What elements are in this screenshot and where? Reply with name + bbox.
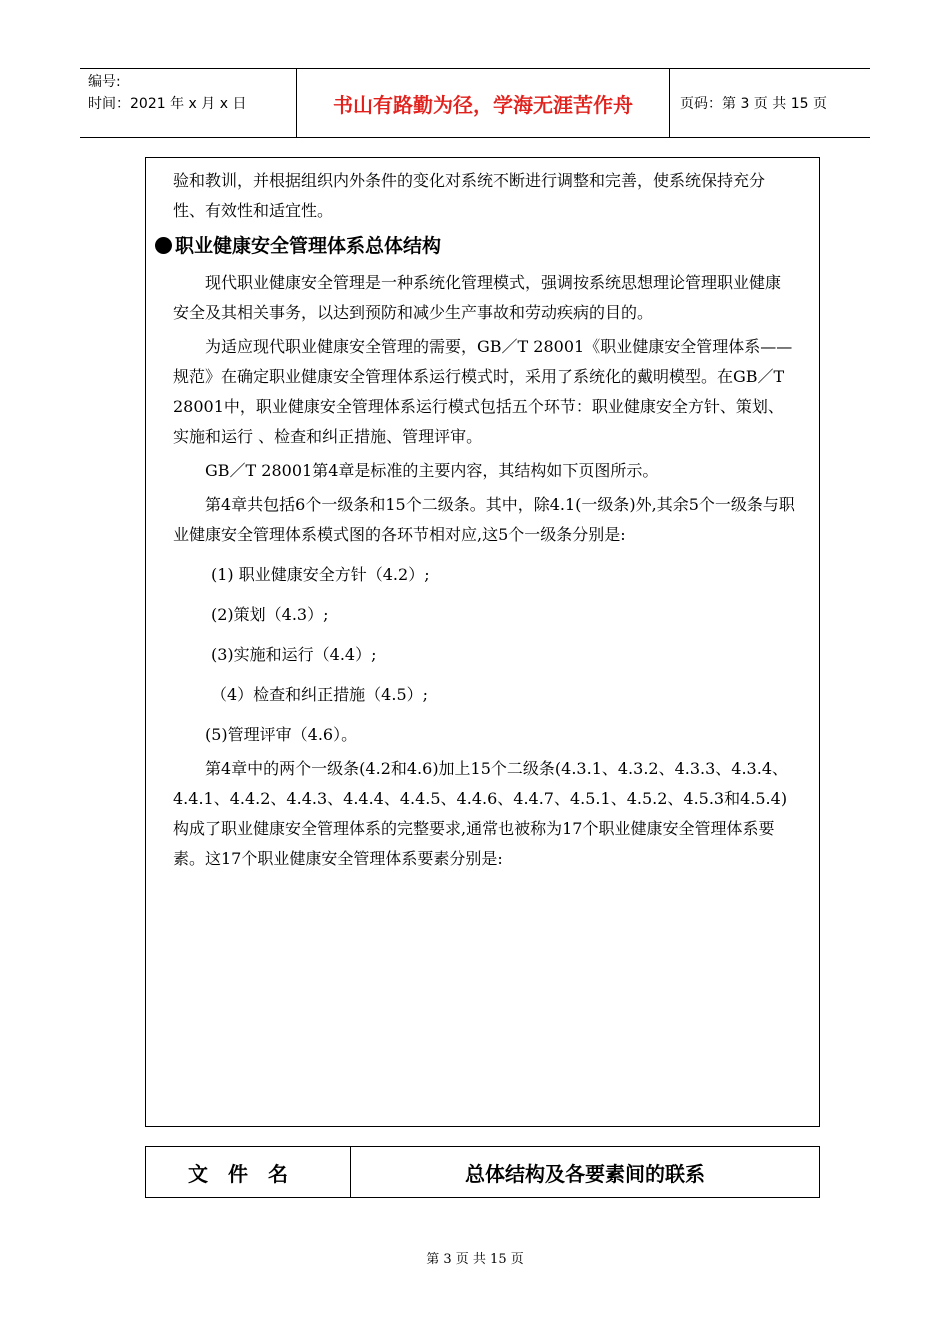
- list-item: (2)策划（4.3）;: [211, 605, 329, 624]
- bullet-dot-icon: [155, 237, 172, 254]
- section-heading: [173, 228, 795, 264]
- paragraph: GB／T 28001第4章是标准的主要内容，其结构如下页图所示。: [205, 461, 659, 480]
- closing-paragraph: 第4章中的两个一级条(4.2和4.6)加上15个二级条(4.3.1、4.3.2、4.3.3、4.3.4、4.4.1、4.4.2、4.4.3、4.4.4、4.4.5、4.4.6、4.4.7、4.5.1、4.5.2、4.5.3和4.5.4)构成了职业健康安全管理体系的完整要求,通常也被称为17个职业健康安全管理体系要素。这17个职业健康安全管理体系要素分别是:: [173, 759, 789, 868]
- content-body: [173, 166, 795, 874]
- file-name-value: 总体结构及各要素间的联系: [465, 1161, 705, 1186]
- list-item: (1) 职业健康安全方针（4.2）;: [211, 565, 430, 584]
- file-name-row: [145, 1146, 820, 1198]
- content-box: [145, 157, 820, 1127]
- time-label: 时间：2021 年 x 月 x 日: [88, 96, 247, 112]
- lead-text: 验和教训，并根据组织内外条件的变化对系统不断进行调整和完善，使系统保持充分性、有效性和适宜性。: [173, 171, 766, 220]
- list-item: （4）检查和纠正措施（4.5）;: [211, 685, 429, 704]
- page-footer: 第 3 页 共 15 页: [426, 1252, 524, 1267]
- file-name-label: 文件名: [146, 1147, 351, 1197]
- header-meta: [80, 69, 297, 137]
- motto: 书山有路勤为径，学海无涯苦作舟: [297, 69, 670, 137]
- number-label: 编号:: [88, 74, 121, 90]
- page-label: 页码：第 3 页 共 15 页: [680, 96, 827, 112]
- paragraph: 现代职业健康安全管理是一种系统化管理模式，强调按系统思想理论管理职业健康安全及其相关事务，以达到预防和减少生产事故和劳动疾病的目的。: [173, 273, 782, 322]
- list-item: (5)管理评审（4.6）。: [205, 725, 358, 744]
- list-item: (3)实施和运行（4.4）;: [211, 645, 377, 664]
- document-header: [80, 68, 870, 138]
- paragraph: 为适应现代职业健康安全管理的需要，GB／T 28001《职业健康安全管理体系——规范》在确定职业健康安全管理体系运行模式时，采用了系统化的戴明模型。在GB／T 28001中，职业健康安全管理体系运行模式包括五个环节：职业健康安全方针、策划、实施和运行 、检查和纠正措施、管理评审。: [173, 337, 793, 446]
- paragraph: 第4章共包括6个一级条和15个二级条。其中，除4.1(一级条)外,其余5个一级条与职业健康安全管理体系模式图的各环节相对应,这5个一级条分别是:: [173, 495, 795, 544]
- section-heading-text: 职业健康安全管理体系总体结构: [175, 235, 442, 257]
